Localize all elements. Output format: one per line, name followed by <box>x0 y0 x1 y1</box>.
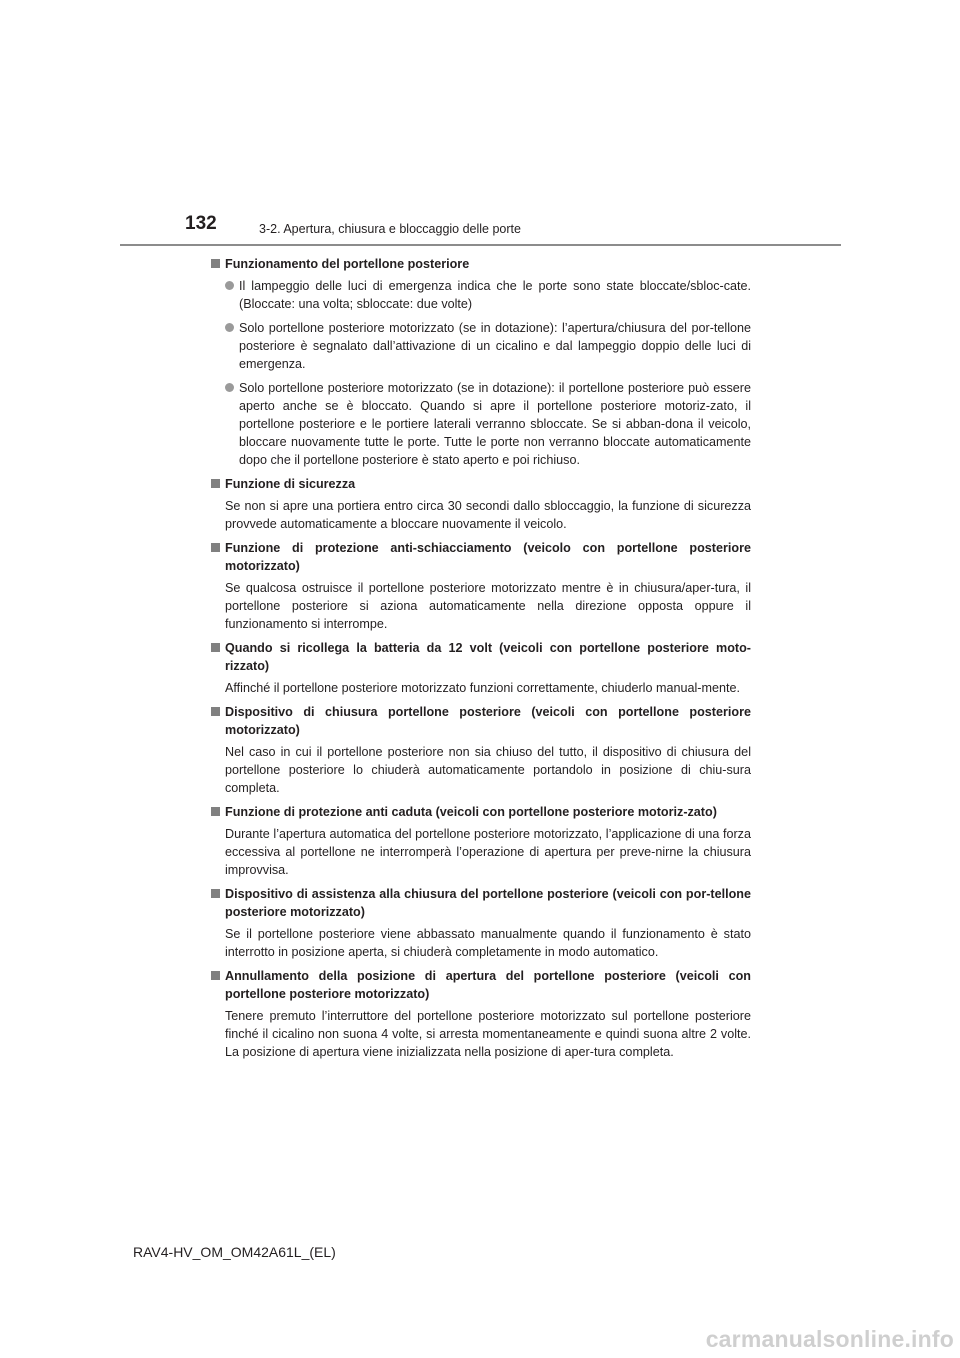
section-text: Se il portellone posteriore viene abbassato manualmente quando il funzionamento è stato interrotto in posizione aperta, si chiuderà completamente in modo automatico. <box>225 927 751 959</box>
section-text: Se qualcosa ostruisce il portellone posteriore motorizzato mentre è in chiusura/aper-tura, il portellone posteriore si aziona automaticamente nella direzione opposta oppure il funzionamento si interrompe. <box>225 581 751 631</box>
header-rule <box>120 244 841 246</box>
square-bullet-icon <box>211 259 220 268</box>
section-text: Tenere premuto l’interruttore del portellone posteriore motorizzato sul portellone posteriore finché il cicalino non suona 4 volte, si arresta momentaneamente e quindi suona altre 2 volte. La posizione di apertura viene inizializzata nella posizione di aper-tura completa. <box>225 1009 751 1059</box>
section-text: Durante l’apertura automatica del portellone posteriore motorizzato, l’applicazione di una forza eccessiva al portellone ne interromperà l’operazione di apertura per preve-nirne la chiusura improvvisa. <box>225 827 751 877</box>
section-battery-reconnect <box>211 639 751 697</box>
square-bullet-icon <box>211 479 220 488</box>
section-security-function <box>211 475 751 533</box>
section-open-position-reset <box>211 967 751 1061</box>
section-heading: Funzione di protezione anti caduta (veicoli con portellone posteriore motoriz-zato) <box>211 803 751 821</box>
section-closer <box>211 703 751 797</box>
square-bullet-icon <box>211 889 220 898</box>
square-bullet-icon <box>211 643 220 652</box>
section-text: Nel caso in cui il portellone posteriore non sia chiuso del tutto, il dispositivo di chiusura del portellone posteriore lo chiuderà automaticamente portandolo in posizione di chiu-sura completa. <box>225 745 751 795</box>
section-heading: Dispositivo di assistenza alla chiusura del portellone posteriore (veicoli con por-tellone posteriore motorizzato) <box>211 885 751 921</box>
section-heading: Funzione di protezione anti-schiacciamento (veicolo con portellone posteriore motorizzato) <box>211 539 751 575</box>
circle-bullet-icon <box>225 281 234 290</box>
section-heading: Annullamento della posizione di apertura del portellone posteriore (veicoli con portellone posteriore motorizzato) <box>211 967 751 1003</box>
section-tailgate-operation <box>211 255 751 469</box>
section-heading: Funzionamento del portellone posteriore <box>211 255 751 273</box>
section-heading: Quando si ricollega la batteria da 12 volt (veicoli con portellone posteriore moto-rizzato) <box>211 639 751 675</box>
square-bullet-icon <box>211 807 220 816</box>
section-title: 3-2. Apertura, chiusura e bloccaggio delle porte <box>259 222 521 236</box>
square-bullet-icon <box>211 707 220 716</box>
section-closing-assist <box>211 885 751 961</box>
section-anti-fall <box>211 803 751 879</box>
circle-bullet-icon <box>225 323 234 332</box>
section-text: Affinché il portellone posteriore motorizzato funzioni correttamente, chiuderlo manual-mente. <box>225 681 740 695</box>
section-text: Se non si apre una portiera entro circa 30 secondi dallo sbloccaggio, la funzione di sicurezza provvede automaticamente a bloccare nuovamente il veicolo. <box>225 499 751 531</box>
circle-bullet-icon <box>225 383 234 392</box>
square-bullet-icon <box>211 543 220 552</box>
page-number: 132 <box>185 213 217 234</box>
section-heading: Dispositivo di chiusura portellone posteriore (veicoli con portellone posteriore motorizzato) <box>211 703 751 739</box>
bullet-item: Il lampeggio delle luci di emergenza indica che le porte sono state bloccate/sbloc-cate. (Bloccate: una volta; sbloccate: due volte) <box>211 277 751 313</box>
square-bullet-icon <box>211 971 220 980</box>
page-content <box>211 255 751 1067</box>
bullet-item: Solo portellone posteriore motorizzato (se in dotazione): l’apertura/chiusura del por-tellone posteriore è segnalato dall’attivazione di un cicalino e dal lampeggio doppio delle luci di emergenza. <box>211 319 751 373</box>
section-anti-pinch <box>211 539 751 633</box>
bullet-item: Solo portellone posteriore motorizzato (se in dotazione): il portellone posteriore può essere aperto anche se è bloccato. Quando si apre il portellone posteriore motoriz-zato, il portellone posteriore e le portiere laterali verranno sbloccate. Se si abban-dona il veicolo, bloccare nuovamente tutte le porte. Tutte le porte non verranno bloccate automaticamente dopo che il portellone posteriore è stato aperto e poi richiuso. <box>211 379 751 469</box>
document-code: RAV4-HV_OM_OM42A61L_(EL) <box>133 1244 336 1260</box>
section-heading: Funzione di sicurezza <box>211 475 751 493</box>
watermark: carmanualsonline.info <box>705 1326 954 1352</box>
